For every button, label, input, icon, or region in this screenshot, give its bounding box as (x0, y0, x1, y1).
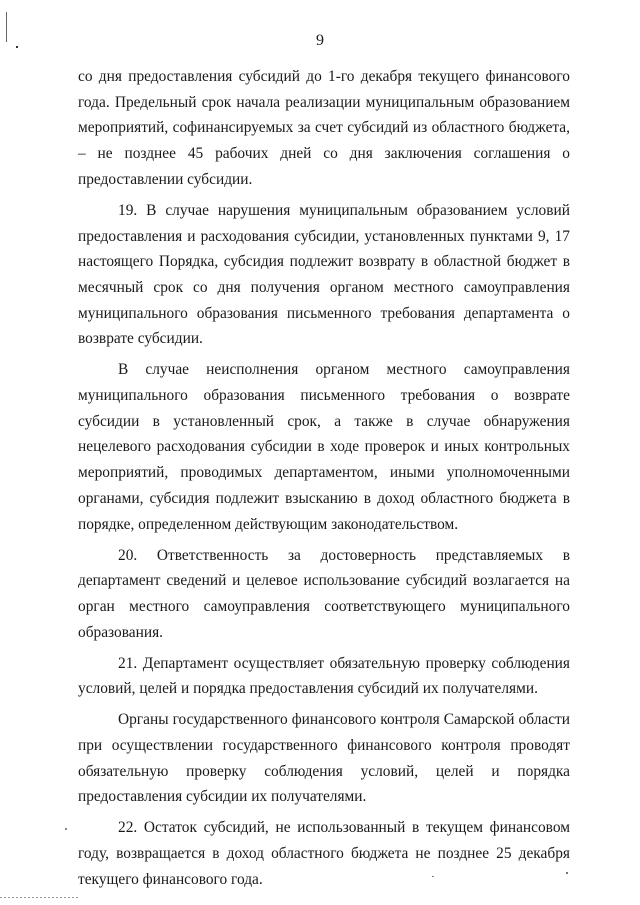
paragraph-item-20: 20. Ответственность за достоверность представляемых в департамент сведений и целевое использование субсидий возлагается на орган местного самоуправления соответствующего муниципального образования. (78, 546, 570, 641)
paragraph-continuation: со дня предоставления субсидий до 1-го декабря текущего финансового года. Предельный срок начала реализации муниципальным образованием мероприятий, софинансируемых за счет субсидий из областного бюджета, – не позднее 45 рабочих дней со дня заключения соглашения о предоставлении субсидии. (78, 68, 570, 188)
paragraph-item-21: 21. Департамент осуществляет обязательную проверку соблюдения условий, целей и порядка предоставления субсидий их получателями. (78, 654, 570, 698)
document-body (78, 64, 570, 898)
scan-speck (65, 828, 67, 830)
paragraph-item-19: 19. В случае нарушения муниципальным образованием условий предоставления и расходования субсидии, установленных пунктами 9, 17 настоящего Порядка, субсидия подлежит возврату в областной бюджет в месячный срок со дня получения органом местного самоуправления муниципального образования письменного требования департамента о возврате субсидии. (78, 201, 570, 348)
scan-bottom-rule (0, 897, 80, 898)
paragraph-item-21-control: Органы государственного финансового контроля Самарской области при осуществлении государственного финансового контроля проводят обязательную проверку соблюдения условий, целей и порядка предоставления субсидии их получателями. (78, 711, 570, 806)
paragraph-item-22: 22. Остаток субсидий, не использованный в текущем финансовом году, возвращается в доход областного бюджета не позднее 25 декабря текущего финансового года. (78, 819, 570, 888)
page-number: 9 (316, 32, 324, 49)
paragraph-item-19-recovery: В случае неисполнения органом местного самоуправления муниципального образования письменного требования о возврате субсидии в установленный срок, а также в случае обнаружения нецелевого расходования субсидии в ходе проверок и иных контрольных мероприятий, проводимых департаментом, иными уполномоченными органами, субсидия подлежит взысканию в доход областного бюджета в порядке, определенном действующим законодательством. (78, 361, 570, 533)
